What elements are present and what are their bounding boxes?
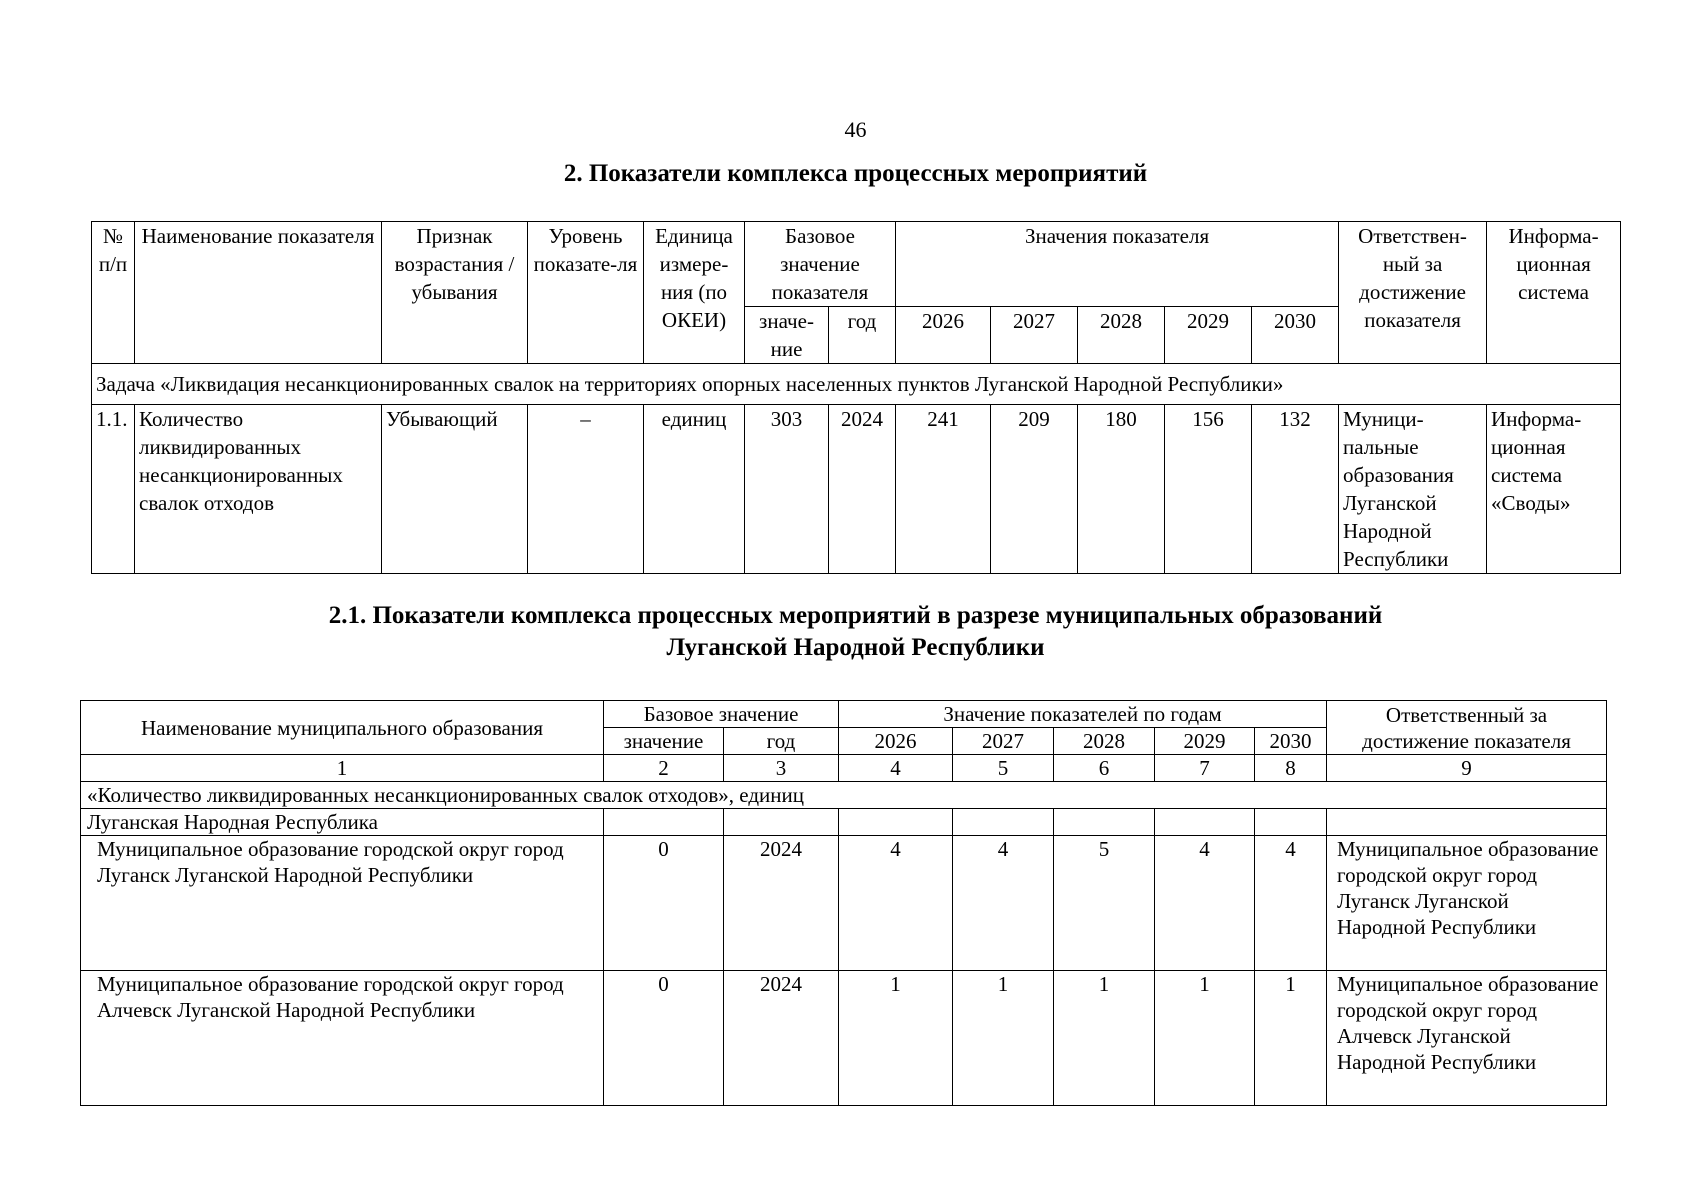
year-value: 1 (839, 971, 953, 1106)
year-value: 1 (1155, 971, 1255, 1106)
header-unit: Единица измере-ния (по ОКЕИ) (644, 222, 745, 364)
column-number: 6 (1054, 755, 1155, 782)
header-year: 2027 (991, 307, 1078, 364)
header-base-year: год (724, 728, 839, 755)
header-base-value: значение (604, 728, 724, 755)
header-base: Базовое значение (604, 701, 839, 728)
section-title: 2. Показатели комплекса процессных мероприятий (563, 160, 1148, 187)
header-base-value: значе-ние (745, 307, 829, 364)
header-values: Значение показателей по годам (839, 701, 1327, 728)
responsible: Муниципальное образование городской округ город Алчевск Луганской Народной Республики (1327, 971, 1607, 1106)
year-value: 4 (1255, 836, 1327, 971)
column-number: 2 (604, 755, 724, 782)
year-value: 5 (1054, 836, 1155, 971)
row-responsible: Муници-пальные образования Луганской Народной Республики (1339, 405, 1487, 574)
column-number: 8 (1255, 755, 1327, 782)
column-number: 7 (1155, 755, 1255, 782)
base-year: 2024 (724, 971, 839, 1106)
header-num: № п/п (92, 222, 135, 364)
header-sign: Признак возрастания / убывания (382, 222, 528, 364)
row-name: Количество ликвидированных несанкционированных свалок отходов (135, 405, 382, 574)
header-base: Базовое значение показателя (745, 222, 896, 307)
task-row: Задача «Ликвидация несанкционированных свалок на территориях опорных населенных пунктов Луганской Народной Республики» (92, 364, 1621, 405)
row-level: – (528, 405, 644, 574)
column-number: 1 (81, 755, 604, 782)
header-year: 2028 (1054, 728, 1155, 755)
row-value: 180 (1078, 405, 1165, 574)
column-number: 3 (724, 755, 839, 782)
header-responsible: Ответствен-ный за достижение показателя (1339, 222, 1487, 364)
year-value: 4 (953, 836, 1054, 971)
subsection-title (0, 600, 1697, 664)
year-value: 1 (953, 971, 1054, 1106)
year-value: 4 (839, 836, 953, 971)
header-year: 2030 (1252, 307, 1339, 364)
base-year: 2024 (724, 836, 839, 971)
row-base-year: 2024 (829, 405, 896, 574)
table-row (81, 836, 1607, 971)
header-name: Наименование показателя (135, 222, 382, 364)
municipal-table (80, 700, 1607, 1106)
header-base-year: год (829, 307, 896, 364)
indicator-row: «Количество ликвидированных несанкционированных свалок отходов», единиц (81, 782, 1607, 809)
column-number: 5 (953, 755, 1054, 782)
region-row: Луганская Народная Республика (81, 809, 604, 836)
header-year: 2028 (1078, 307, 1165, 364)
year-value: 1 (1255, 971, 1327, 1106)
indicators-table (91, 221, 1621, 574)
header-info: Информа-ционная система (1487, 222, 1621, 364)
page-number: 46 (844, 117, 867, 142)
responsible: Муниципальное образование городской округ город Луганск Луганской Народной Республики (1327, 836, 1607, 971)
row-info: Информа-ционная система «Своды» (1487, 405, 1621, 574)
row-value: 241 (896, 405, 991, 574)
header-values: Значения показателя (896, 222, 1339, 307)
row-value: 209 (991, 405, 1078, 574)
subsection-title-line1: 2.1. Показатели комплекса процессных мероприятий в разрезе муниципальных образований (328, 602, 1383, 629)
header-year: 2027 (953, 728, 1054, 755)
municipality-name: Муниципальное образование городской округ город Луганск Луганской Народной Республики (81, 836, 604, 971)
header-year: 2026 (896, 307, 991, 364)
row-base-value: 303 (745, 405, 829, 574)
municipality-name: Муниципальное образование городской округ город Алчевск Луганской Народной Республики (81, 971, 604, 1106)
table-row (92, 405, 1621, 574)
subsection-title-line2: Луганской Народной Республики (666, 634, 1045, 661)
column-number: 9 (1327, 755, 1607, 782)
header-year: 2026 (839, 728, 953, 755)
row-sign: Убывающий (382, 405, 528, 574)
header-year: 2029 (1155, 728, 1255, 755)
header-municipality: Наименование муниципального образования (81, 701, 604, 755)
row-num: 1.1. (92, 405, 135, 574)
header-year: 2030 (1255, 728, 1327, 755)
base-value: 0 (604, 836, 724, 971)
row-value: 132 (1252, 405, 1339, 574)
header-level: Уровень показате-ля (528, 222, 644, 364)
table-row (81, 971, 1607, 1106)
base-value: 0 (604, 971, 724, 1106)
header-responsible: Ответственный за достижение показателя (1327, 701, 1607, 755)
header-year: 2029 (1165, 307, 1252, 364)
row-unit: единиц (644, 405, 745, 574)
year-value: 4 (1155, 836, 1255, 971)
column-number: 4 (839, 755, 953, 782)
year-value: 1 (1054, 971, 1155, 1106)
row-value: 156 (1165, 405, 1252, 574)
